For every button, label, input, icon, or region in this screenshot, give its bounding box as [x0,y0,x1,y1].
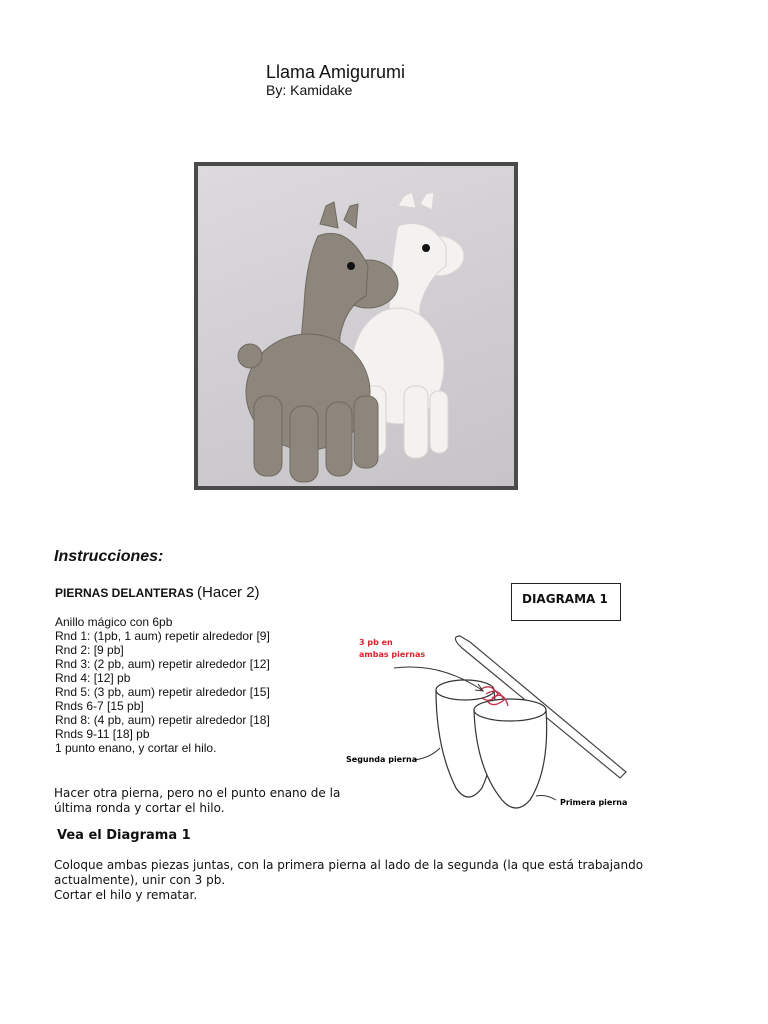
diagram-1 [340,628,660,828]
round-line: Rnd 5: (3 pb, aum) repetir alrededor [15] [55,685,270,699]
assembly-text [54,858,674,903]
round-line: Rnd 1: (1pb, 1 aum) repetir alrededor [9] [55,629,270,643]
round-line: Anillo mágico con 6pb [55,615,173,629]
section-quantity: (Hacer 2) [197,584,260,601]
instructions-heading: Instrucciones: [54,548,164,565]
llama-illustration [198,166,514,486]
round-line: Rnd 8: (4 pb, aum) repetir alrededor [18] [55,713,270,727]
round-line: Rnd 3: (2 pb, aum) repetir alrededor [12] [55,657,270,671]
diagram-label-box: DIAGRAMA 1 [511,583,621,621]
first-leg-label: Primera pierna [560,798,628,807]
round-line: Rnds 9-11 [18] pb [55,727,150,741]
llama-photo [194,162,518,490]
see-diagram-heading: Vea el Diagrama 1 [57,828,191,843]
author-line: By: Kamidake [266,82,353,98]
cut-text: Cortar el hilo y rematar. [54,888,198,902]
place-text: Coloque ambas piezas juntas, con la primera pierna al lado de la segunda (la que está trabajando actualmente), unir con 3 pb. [54,858,644,887]
round-line: Rnd 2: [9 pb] [55,643,124,657]
diagram-note-line1: 3 pb en [359,638,393,647]
round-line: 1 punto enano, y cortar el hilo. [55,741,217,755]
diagram-note-line2: ambas piernas [359,650,426,659]
round-line: Rnd 4: [12] pb [55,671,131,685]
document-title: Llama Amigurumi [266,62,406,82]
section-title: PIERNAS DELANTERAS [55,586,194,600]
second-leg-label: Segunda pierna [346,755,418,764]
other-leg-text: Hacer otra pierna, pero no el punto enano de la última ronda y cortar el hilo. [54,786,341,815]
section-heading [55,584,260,601]
round-line: Rnds 6-7 [15 pb] [55,699,144,713]
rounds-list [55,615,270,755]
